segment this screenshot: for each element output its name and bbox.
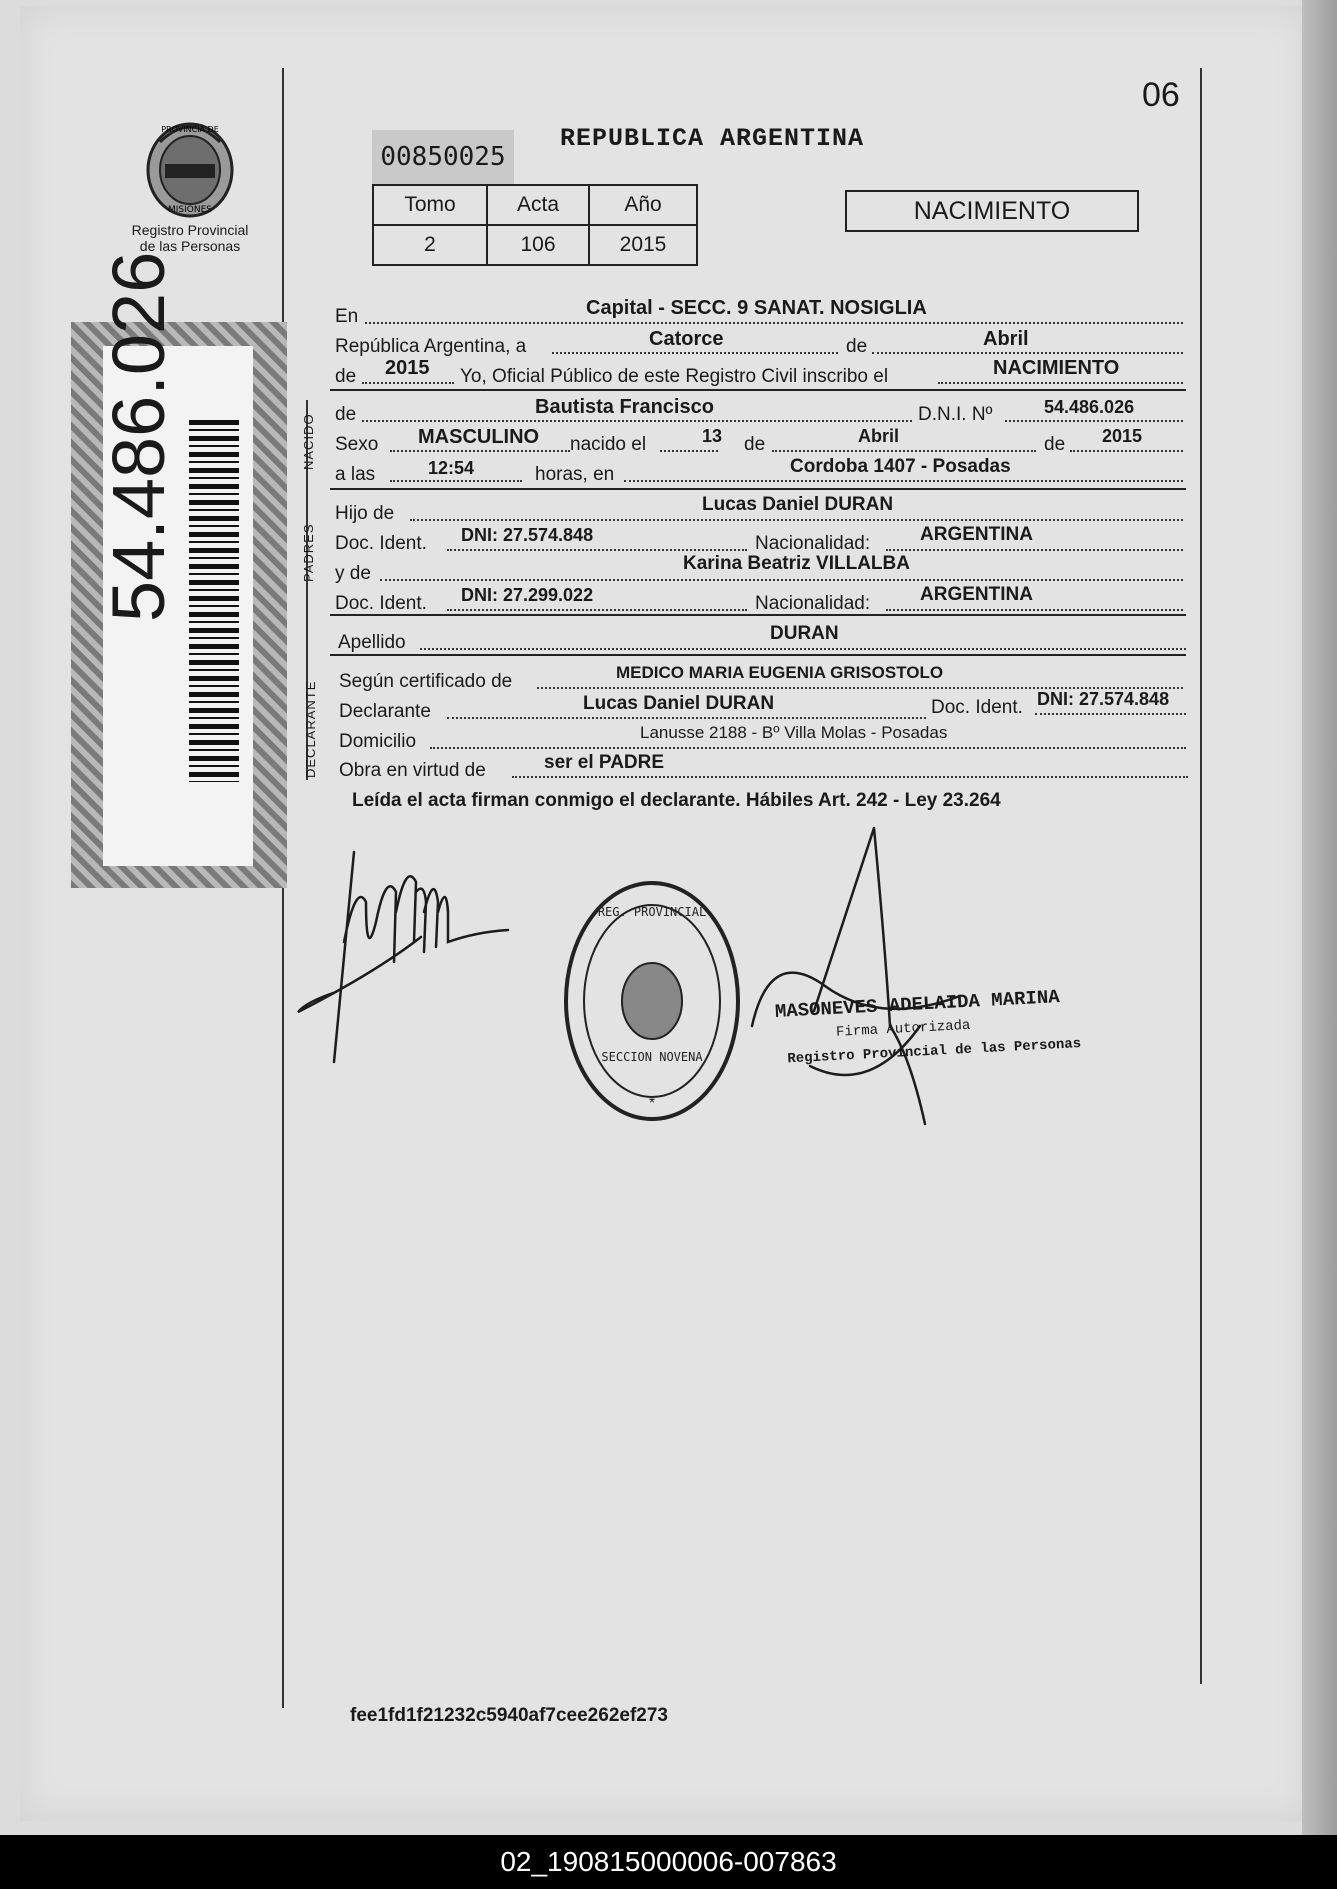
apellido-dots [420, 648, 1186, 650]
document-title: REPUBLICA ARGENTINA [560, 124, 865, 153]
hora-value: 12:54 [428, 458, 475, 478]
stamp-line2: Firma Autorizada [835, 1017, 971, 1041]
mes-de-label: de [744, 434, 766, 455]
control-number: 00850025 [372, 130, 514, 184]
nacido-de-label: de [335, 404, 357, 425]
madre-nac-dots [886, 609, 1183, 611]
decl-doc-label: Doc. Ident. [931, 697, 1023, 718]
logo-top-text: PROVINCIA DE [161, 125, 219, 134]
nacido-el-label: nacido el [570, 434, 647, 455]
apellido-label: Apellido [338, 632, 406, 653]
separator-2 [330, 488, 1186, 490]
right-margin-rule [1200, 68, 1202, 1684]
madre-dots [380, 579, 1183, 581]
dni-value: 54.486.026 [1044, 397, 1135, 417]
svg-text:REG. PROVINCIAL: REG. PROVINCIAL [597, 905, 707, 919]
year-dots [362, 382, 454, 384]
document-type-box: NACIMIENTO [845, 190, 1139, 232]
month-de-label: de [846, 336, 868, 357]
madre-name: Karina Beatriz VILLALBA [683, 553, 910, 574]
rep-label: República Argentina, a [335, 336, 527, 357]
value-acta: 106 [487, 225, 589, 265]
yo-label: Yo, Oficial Público de este Registro Civil inscribo el [460, 366, 889, 387]
barcode-bars [189, 420, 239, 782]
anio-de-label: de [1044, 434, 1066, 455]
sexo-dots [390, 450, 570, 452]
label-nacido: NACIDO [301, 413, 316, 470]
stamp-name: MASONEVES ADELAIDA MARINA [774, 986, 1061, 1023]
dom-dots [430, 747, 1186, 749]
obra-dots [512, 776, 1188, 778]
padre-doc-label: Doc. Ident. [335, 533, 427, 554]
dia-dots [660, 450, 718, 452]
barcode-number: 54.486.026 [97, 251, 180, 622]
label-declarante: DECLARANTE [303, 680, 318, 778]
registry-table [372, 184, 698, 266]
header-anio: Año [589, 185, 697, 225]
stamp-line3: Registro Provincial de las Personas [787, 1036, 1082, 1068]
madre-nac-label: Nacionalidad: [755, 593, 871, 614]
lugar-dots [624, 480, 1183, 482]
rep-dots [552, 352, 838, 354]
apellido-value: DURAN [770, 623, 839, 644]
hora-dots [390, 480, 522, 482]
cert-value: MEDICO MARIA EUGENIA GRISOSTOLO [616, 663, 944, 682]
dni-label: D.N.I. Nº [918, 404, 993, 425]
page-edge [1302, 0, 1337, 1835]
svg-text:SECCION NOVENA: SECCION NOVENA [601, 1050, 703, 1064]
alas-label: a las [335, 464, 376, 485]
document-hash: fee1fd1f21232c5940af7cee262ef273 [350, 1705, 668, 1726]
en-value: Capital - SECC. 9 SANAT. NOSIGLIA [586, 297, 927, 319]
day-words: Catorce [649, 328, 724, 350]
nombre-value: Bautista Francisco [535, 396, 714, 418]
misiones-crest-icon [135, 112, 245, 222]
padre-dots [410, 519, 1183, 521]
padre-nac-dots [886, 549, 1183, 551]
legal-text: Leída el acta firman conmigo el declarante. Hábiles Art. 242 - Ley 23.264 [352, 790, 1001, 811]
hijo-label: Hijo de [335, 503, 395, 524]
separator-3 [330, 614, 1186, 616]
mes-value: Abril [858, 426, 900, 446]
logo-caption-1: Registro Provincial [131, 222, 249, 238]
decl-value: Lucas Daniel DURAN [583, 693, 775, 714]
inscribo-dots [938, 382, 1183, 384]
cert-label: Según certificado de [339, 671, 513, 692]
lugar-value: Cordoba 1407 - Posadas [790, 456, 1011, 477]
year-prefix: de [335, 366, 357, 387]
madre-nac-value: ARGENTINA [920, 584, 1033, 605]
mes-dots [772, 450, 1036, 452]
dia-value: 13 [702, 426, 723, 446]
dom-label: Domicilio [339, 731, 417, 752]
left-margin-rule [282, 68, 284, 1708]
value-anio: 2015 [589, 225, 697, 265]
decl-doc-value: DNI: 27.574.848 [1037, 689, 1170, 709]
madre-doc-label: Doc. Ident. [335, 593, 427, 614]
year-value: 2015 [385, 357, 430, 379]
separator-1 [330, 389, 1186, 391]
value-tomo: 2 [373, 225, 487, 265]
declarant-signature [296, 842, 516, 1072]
dom-value: Lanusse 2188 - Bº Villa Molas - Posadas [640, 723, 948, 742]
header-acta: Acta [487, 185, 589, 225]
padre-doc-dots [447, 549, 747, 551]
anio-dots [1070, 450, 1183, 452]
svg-text:*: * [648, 1095, 656, 1112]
decl-doc-dots [1035, 713, 1186, 715]
anio-value: 2015 [1102, 426, 1143, 446]
en-label: En [335, 306, 359, 327]
delegation-seal [560, 876, 750, 1126]
padre-nac-label: Nacionalidad: [755, 533, 871, 554]
obra-value: ser el PADRE [544, 752, 665, 773]
madre-doc-dots [447, 609, 747, 611]
separator-4 [330, 654, 1186, 656]
inscribo-value: NACIMIENTO [993, 357, 1120, 379]
madre-doc-value: DNI: 27.299.022 [461, 585, 594, 605]
page-number: 06 [1142, 76, 1180, 114]
month-value: Abril [983, 328, 1029, 350]
provincial-logo [130, 112, 250, 254]
yde-label: y de [335, 563, 371, 584]
en-dots [365, 322, 1183, 324]
label-padres: PADRES [301, 523, 316, 582]
scan-id-bar: 02_190815000006-007863 [0, 1835, 1337, 1889]
padre-nac-value: ARGENTINA [920, 524, 1033, 545]
padre-doc-value: DNI: 27.574.848 [461, 525, 594, 545]
padre-name: Lucas Daniel DURAN [702, 494, 894, 515]
decl-label: Declarante [339, 701, 431, 722]
official-signature [750, 826, 1050, 1126]
header-tomo: Tomo [373, 185, 487, 225]
sexo-label: Sexo [335, 434, 379, 455]
decl-dots [447, 717, 926, 719]
sexo-value: MASCULINO [418, 426, 540, 448]
obra-label: Obra en virtud de [339, 760, 486, 781]
horas-en-label: horas, en [535, 464, 615, 485]
month-dots [872, 352, 1183, 354]
dni-dots [1005, 420, 1183, 422]
nombre-dots [362, 420, 912, 422]
logo-caption-2: de las Personas [139, 238, 241, 254]
logo-bottom-text: MISIONES [167, 205, 213, 215]
